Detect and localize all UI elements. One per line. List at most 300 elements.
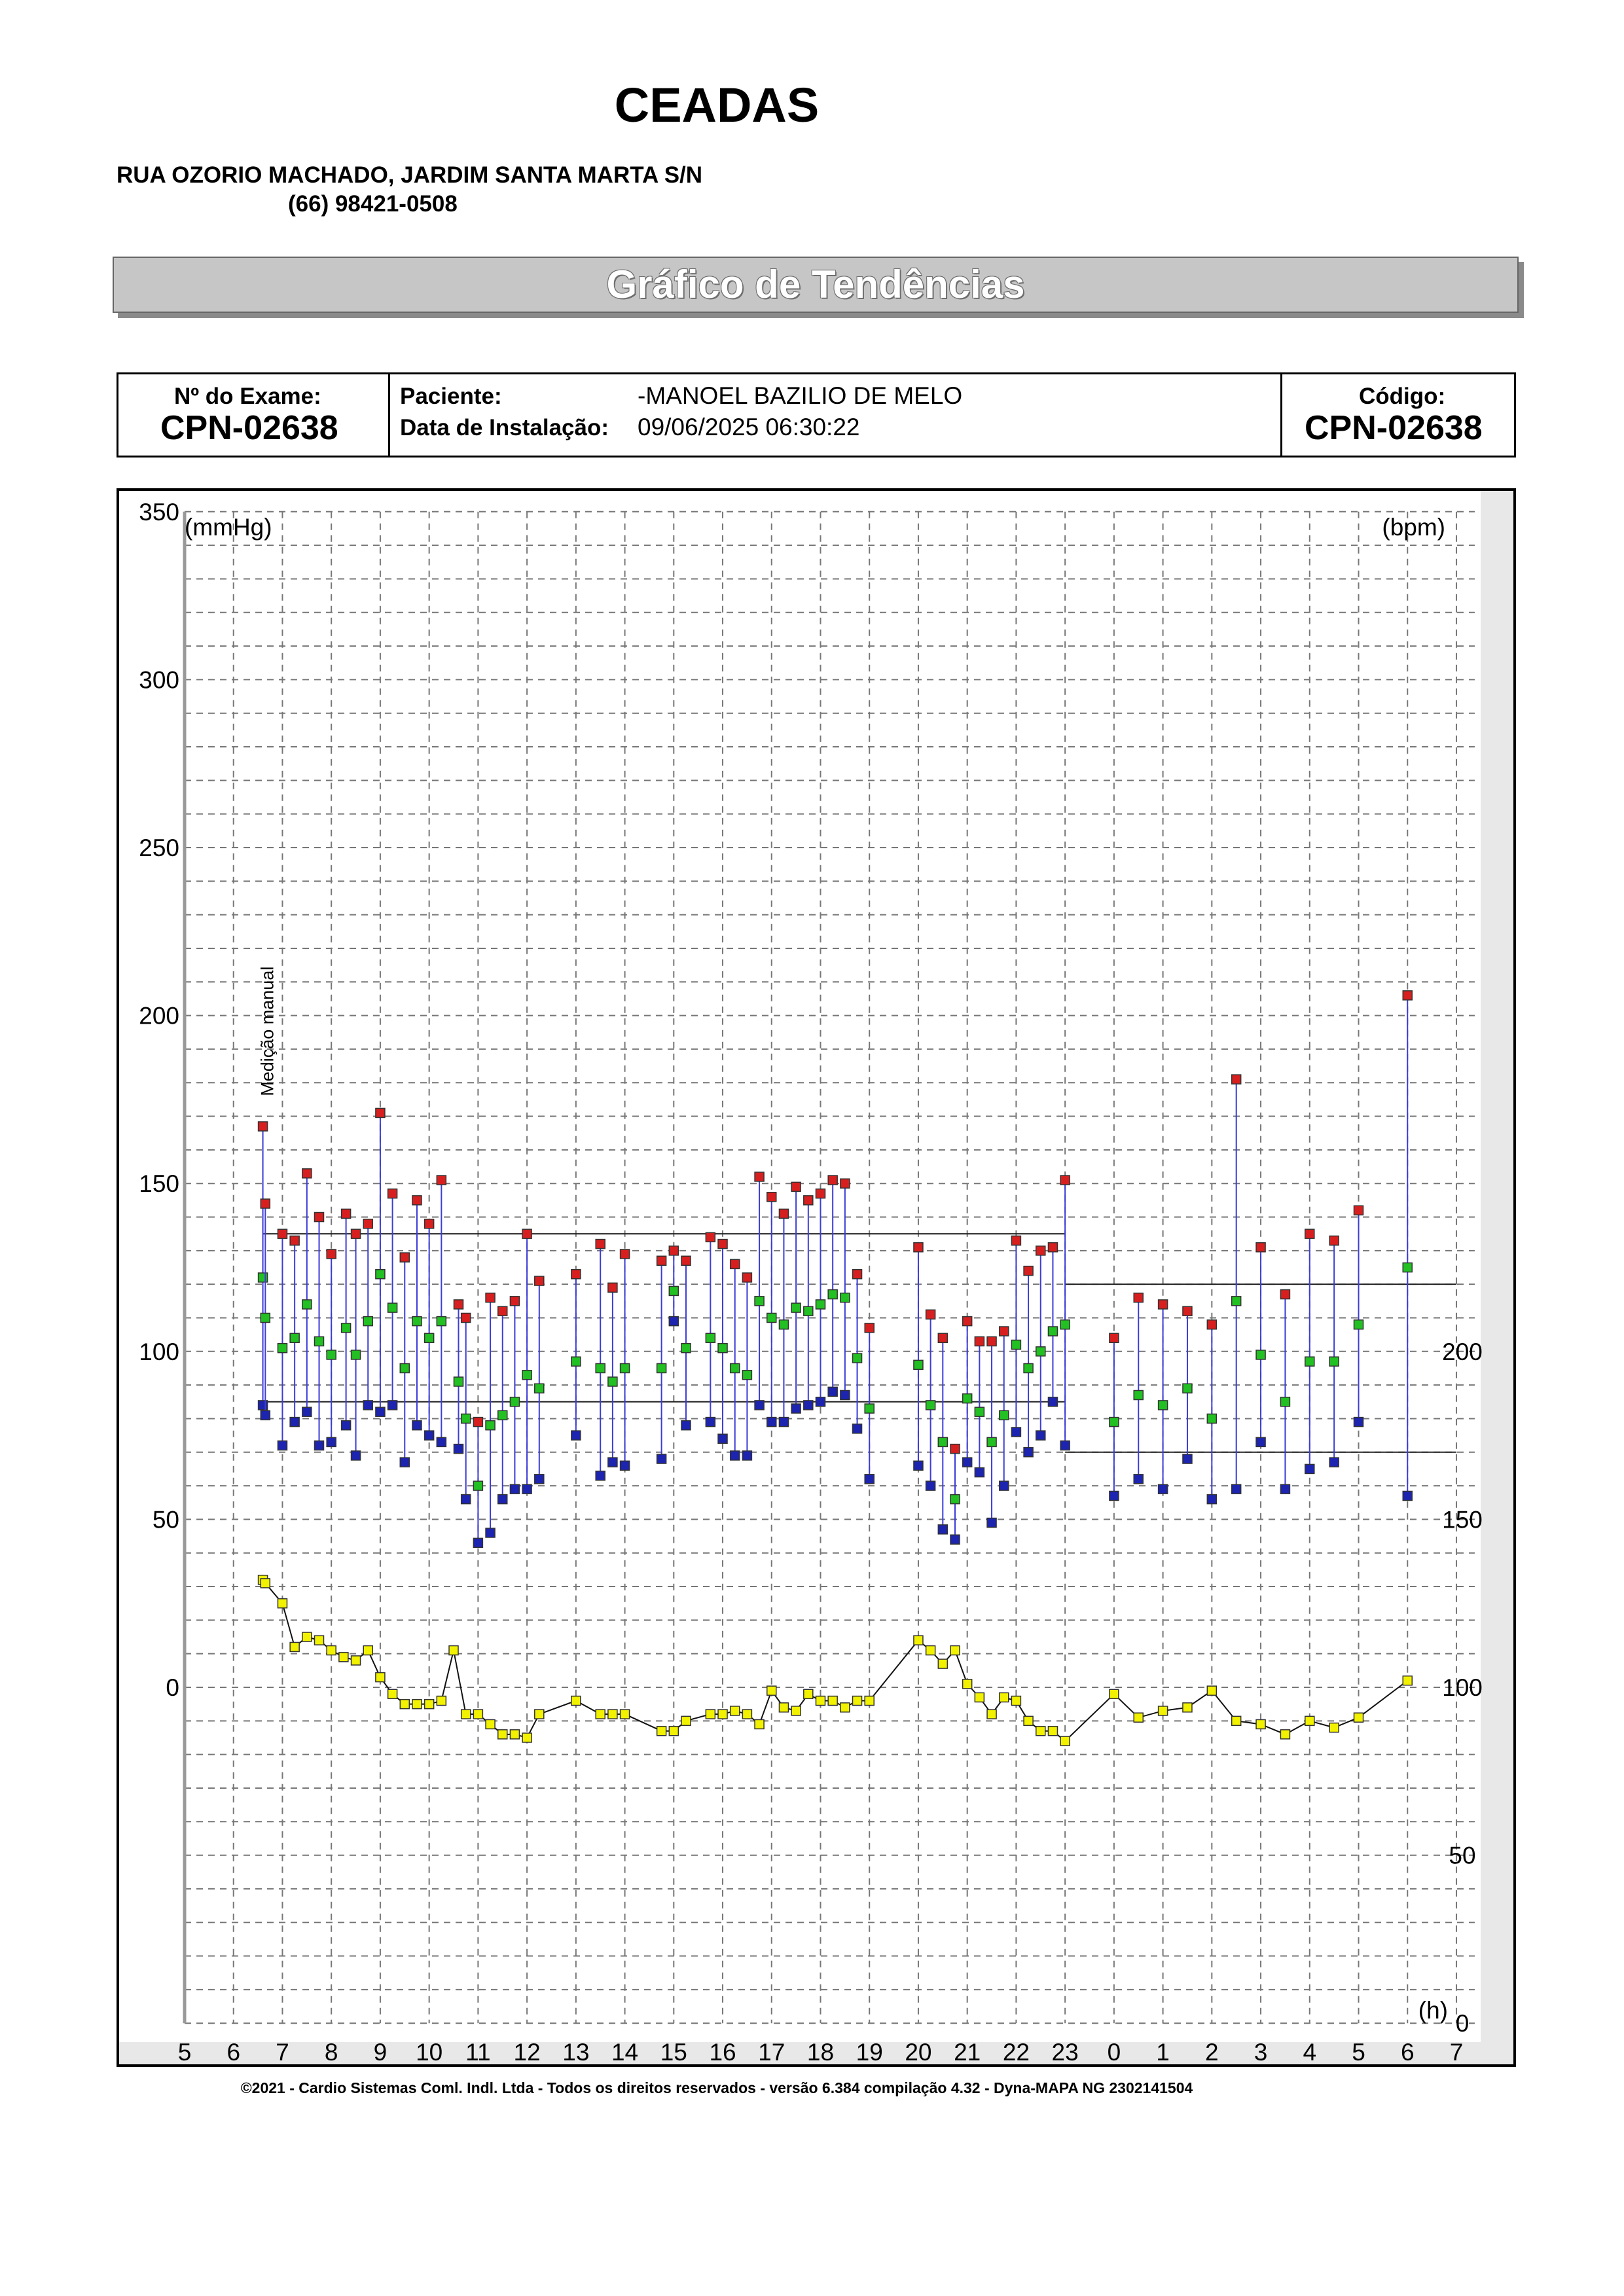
mean-point: [1048, 1327, 1057, 1336]
diastolic-point: [571, 1431, 581, 1440]
diastolic-point: [914, 1461, 923, 1470]
exam-number-label: Nº do Exame:: [174, 384, 321, 409]
mean-point: [1280, 1397, 1290, 1407]
systolic-point: [1060, 1175, 1070, 1185]
heart-rate-point: [1403, 1676, 1412, 1685]
systolic-point: [926, 1310, 935, 1319]
diastolic-point: [681, 1421, 691, 1430]
systolic-point: [473, 1418, 482, 1427]
y-tick-label-left: 50: [152, 1506, 179, 1534]
exam-info-box: [117, 372, 1516, 457]
mean-point: [302, 1300, 312, 1309]
diastolic-point: [791, 1404, 801, 1413]
heart-rate-point: [1011, 1696, 1020, 1706]
diastolic-point: [1256, 1437, 1265, 1446]
systolic-point: [669, 1246, 678, 1255]
mean-point: [1354, 1320, 1363, 1329]
heart-rate-point: [261, 1579, 270, 1588]
heart-rate-point: [767, 1686, 776, 1695]
clinic-name: CEADAS: [614, 78, 820, 132]
mean-point: [1060, 1320, 1070, 1329]
systolic-point: [1110, 1333, 1119, 1342]
systolic-point: [1403, 991, 1412, 1000]
y-tick-label-left: 250: [139, 834, 179, 861]
mean-point: [791, 1303, 801, 1312]
diastolic-point: [278, 1441, 287, 1450]
mean-point: [425, 1333, 434, 1342]
heart-rate-point: [608, 1710, 617, 1719]
heart-rate-point: [1256, 1719, 1265, 1729]
heart-rate-point: [437, 1696, 446, 1706]
diastolic-point: [1403, 1491, 1412, 1500]
heart-rate-point: [1280, 1730, 1290, 1739]
systolic-point: [261, 1199, 270, 1208]
y-axis-right-label: (bpm): [1382, 514, 1445, 541]
install-date-label: Data de Instalação:: [400, 415, 609, 440]
heart-rate-point: [1207, 1686, 1216, 1695]
systolic-point: [342, 1209, 351, 1218]
systolic-point: [865, 1323, 874, 1333]
systolic-point: [828, 1175, 837, 1185]
mean-point: [522, 1371, 532, 1380]
mean-point: [621, 1363, 630, 1372]
heart-rate-point: [1024, 1716, 1033, 1725]
diastolic-point: [1159, 1484, 1168, 1494]
x-tick-label: 17: [758, 2039, 785, 2064]
systolic-point: [461, 1313, 471, 1322]
diastolic-point: [1280, 1484, 1290, 1494]
mean-point: [1329, 1357, 1339, 1366]
systolic-point: [853, 1270, 862, 1279]
diastolic-point: [498, 1495, 507, 1504]
y-tick-label-left: 350: [139, 498, 179, 526]
diastolic-point: [755, 1401, 764, 1410]
heart-rate-point: [718, 1710, 727, 1719]
heart-rate-point: [376, 1673, 385, 1682]
x-tick-label: 7: [1449, 2039, 1464, 2064]
systolic-point: [363, 1219, 372, 1229]
y-tick-label-left: 100: [139, 1338, 179, 1365]
diastolic-point: [1024, 1448, 1033, 1457]
x-axis-label: (h): [1418, 1997, 1448, 2024]
mean-point: [437, 1317, 446, 1326]
diastolic-point: [1110, 1491, 1119, 1500]
systolic-point: [1256, 1243, 1265, 1252]
mean-point: [779, 1320, 788, 1329]
patient-label: Paciente:: [400, 384, 502, 409]
systolic-point: [486, 1293, 495, 1302]
mean-point: [963, 1394, 972, 1403]
diastolic-point: [816, 1397, 825, 1407]
diastolic-point: [1207, 1495, 1216, 1504]
mean-point: [510, 1397, 519, 1407]
mean-point: [412, 1317, 422, 1326]
diastolic-point: [596, 1471, 605, 1480]
systolic-point: [1354, 1206, 1363, 1215]
systolic-point: [376, 1108, 385, 1117]
heart-rate-point: [816, 1696, 825, 1706]
systolic-point: [963, 1317, 972, 1326]
y-tick-label-left: 0: [166, 1674, 179, 1701]
mean-point: [755, 1297, 764, 1306]
systolic-point: [315, 1213, 324, 1222]
diastolic-point: [963, 1458, 972, 1467]
heart-rate-point: [1048, 1727, 1057, 1736]
mean-point: [1000, 1410, 1009, 1420]
x-tick-label: 8: [324, 2039, 338, 2064]
systolic-point: [767, 1193, 776, 1202]
heart-rate-point: [731, 1706, 740, 1715]
diastolic-point: [621, 1461, 630, 1470]
heart-rate-point: [657, 1727, 666, 1736]
heart-rate-point: [339, 1653, 348, 1662]
x-tick-label: 7: [276, 2039, 289, 2064]
mean-point: [400, 1363, 409, 1372]
heart-rate-point: [1110, 1689, 1119, 1698]
systolic-point: [742, 1273, 751, 1282]
diastolic-point: [315, 1441, 324, 1450]
heart-rate-point: [779, 1703, 788, 1712]
diastolic-point: [926, 1481, 935, 1490]
x-tick-label: 3: [1254, 2039, 1268, 2064]
x-tick-label: 11: [465, 2039, 491, 2064]
heart-rate-point: [1134, 1713, 1143, 1722]
systolic-point: [1134, 1293, 1143, 1302]
x-tick-label: 21: [954, 2039, 981, 2064]
systolic-point: [840, 1179, 850, 1188]
diastolic-point: [1232, 1484, 1241, 1494]
x-tick-label: 5: [177, 2039, 192, 2064]
mean-point: [1256, 1350, 1265, 1359]
mean-point: [352, 1350, 361, 1359]
heart-rate-point: [449, 1646, 458, 1655]
x-tick-label: 10: [416, 2039, 443, 2064]
mean-point: [938, 1437, 947, 1446]
heart-rate-point: [987, 1710, 996, 1719]
x-tick-label: 13: [562, 2039, 590, 2064]
systolic-point: [1036, 1246, 1045, 1255]
diastolic-point: [669, 1317, 678, 1326]
x-tick-label: 20: [905, 2039, 932, 2064]
diastolic-point: [352, 1451, 361, 1460]
mean-point: [681, 1344, 691, 1353]
x-tick-label: 0: [1107, 2039, 1121, 2064]
heart-rate-point: [388, 1689, 397, 1698]
mean-point: [804, 1306, 813, 1316]
mean-point: [571, 1357, 581, 1366]
heart-rate-point: [1036, 1727, 1045, 1736]
mean-point: [1232, 1297, 1241, 1306]
exam-number-value: CPN-02638: [160, 409, 338, 447]
banner-title: Gráfico de Tendências: [606, 262, 1025, 306]
diastolic-point: [376, 1407, 385, 1416]
heart-rate-point: [535, 1710, 544, 1719]
mean-point: [454, 1377, 463, 1386]
systolic-point: [1024, 1266, 1033, 1276]
mean-point: [718, 1344, 727, 1353]
heart-rate-point: [914, 1636, 923, 1645]
diastolic-point: [437, 1437, 446, 1446]
diastolic-point: [400, 1458, 409, 1467]
x-tick-label: 19: [856, 2039, 883, 2064]
y-tick-label-left: 200: [139, 1002, 179, 1030]
heart-rate-point: [510, 1730, 519, 1739]
mean-point: [363, 1317, 372, 1326]
heart-rate-point: [669, 1727, 678, 1736]
heart-rate-point: [352, 1656, 361, 1665]
mean-point: [596, 1363, 605, 1372]
diastolic-point: [828, 1387, 837, 1396]
diastolic-point: [779, 1418, 788, 1427]
y-tick-label-right: 200: [1442, 1338, 1483, 1365]
diastolic-point: [804, 1401, 813, 1410]
heart-rate-point: [706, 1710, 715, 1719]
diastolic-point: [1011, 1427, 1020, 1437]
mean-point: [926, 1401, 935, 1410]
mean-point: [669, 1286, 678, 1295]
heart-rate-point: [461, 1710, 471, 1719]
heart-rate-point: [1183, 1703, 1192, 1712]
systolic-point: [400, 1253, 409, 1262]
diastolic-point: [1305, 1464, 1314, 1473]
diastolic-point: [865, 1475, 874, 1484]
heart-rate-point: [938, 1659, 947, 1668]
info-separator: [1280, 374, 1282, 456]
heart-rate-point: [327, 1646, 336, 1655]
diastolic-point: [454, 1444, 463, 1454]
heart-rate-point: [425, 1700, 434, 1709]
systolic-point: [621, 1249, 630, 1259]
systolic-point: [1000, 1327, 1009, 1336]
diastolic-point: [718, 1434, 727, 1443]
mean-point: [1403, 1263, 1412, 1272]
diastolic-point: [342, 1421, 351, 1430]
systolic-point: [608, 1283, 617, 1292]
diastolic-point: [767, 1418, 776, 1427]
systolic-point: [437, 1175, 446, 1185]
systolic-point: [510, 1297, 519, 1306]
mean-point: [731, 1363, 740, 1372]
heart-rate-point: [681, 1716, 691, 1725]
mean-point: [535, 1384, 544, 1393]
diastolic-point: [1060, 1441, 1070, 1450]
report-banner: [113, 257, 1519, 313]
heart-rate-point: [865, 1696, 874, 1706]
x-tick-label: 5: [1352, 2039, 1365, 2064]
x-tick-label: 14: [611, 2039, 639, 2064]
mean-point: [1011, 1340, 1020, 1350]
mean-point: [342, 1323, 351, 1333]
systolic-point: [1329, 1236, 1339, 1245]
diastolic-point: [938, 1525, 947, 1534]
heart-rate-point: [473, 1710, 482, 1719]
systolic-point: [914, 1243, 923, 1252]
diastolic-point: [363, 1401, 372, 1410]
systolic-point: [535, 1276, 544, 1285]
heart-rate-point: [1159, 1706, 1168, 1715]
systolic-point: [290, 1236, 299, 1245]
x-tick-label: 6: [226, 2039, 241, 2064]
x-tick-label: 12: [513, 2039, 541, 2064]
mean-point: [327, 1350, 336, 1359]
mean-point: [1036, 1347, 1045, 1356]
diastolic-point: [657, 1454, 666, 1463]
diastolic-point: [1000, 1481, 1009, 1490]
mean-point: [388, 1303, 397, 1312]
diastolic-point: [706, 1418, 715, 1427]
mean-point: [657, 1363, 666, 1372]
diastolic-point: [950, 1535, 960, 1544]
systolic-point: [681, 1256, 691, 1265]
diastolic-point: [1134, 1475, 1143, 1484]
mean-point: [1134, 1391, 1143, 1400]
systolic-point: [1011, 1236, 1020, 1245]
x-tick-label: 4: [1303, 2039, 1317, 2064]
heart-rate-point: [1060, 1736, 1070, 1746]
heart-rate-point: [963, 1679, 972, 1689]
mean-point: [498, 1410, 507, 1420]
systolic-point: [1159, 1300, 1168, 1309]
diastolic-point: [259, 1401, 268, 1410]
y-tick-label-left: 300: [139, 666, 179, 694]
diastolic-point: [840, 1391, 850, 1400]
diastolic-point: [608, 1458, 617, 1467]
systolic-point: [1305, 1229, 1314, 1238]
mean-point: [1024, 1363, 1033, 1372]
diastolic-point: [987, 1518, 996, 1528]
code-label: Código:: [1359, 384, 1446, 409]
heart-rate-point: [742, 1710, 751, 1719]
systolic-point: [938, 1333, 947, 1342]
heart-rate-point: [926, 1646, 935, 1655]
diastolic-point: [327, 1437, 336, 1446]
heart-rate-point: [804, 1689, 813, 1698]
diastolic-point: [302, 1407, 312, 1416]
heart-rate-point: [950, 1646, 960, 1655]
heart-rate-point: [828, 1696, 837, 1706]
diastolic-point: [975, 1468, 984, 1477]
systolic-point: [1207, 1320, 1216, 1329]
diastolic-point: [425, 1431, 434, 1440]
heart-rate-point: [290, 1642, 299, 1651]
systolic-point: [987, 1336, 996, 1346]
diastolic-point: [1036, 1431, 1045, 1440]
mean-point: [914, 1360, 923, 1369]
systolic-point: [571, 1270, 581, 1279]
systolic-point: [731, 1259, 740, 1268]
systolic-point: [804, 1196, 813, 1205]
systolic-point: [706, 1232, 715, 1242]
heart-rate-point: [571, 1696, 581, 1706]
heart-rate-point: [840, 1703, 850, 1712]
heart-rate-point: [278, 1599, 287, 1608]
diastolic-point: [742, 1451, 751, 1460]
x-tick-label: 15: [660, 2039, 687, 2064]
systolic-point: [816, 1189, 825, 1198]
mean-point: [376, 1270, 385, 1279]
heart-rate-point: [412, 1700, 422, 1709]
systolic-point: [278, 1229, 287, 1238]
systolic-point: [259, 1122, 268, 1131]
heart-rate-point: [1305, 1716, 1314, 1725]
diastolic-point: [412, 1421, 422, 1430]
mean-point: [290, 1333, 299, 1342]
systolic-point: [498, 1306, 507, 1316]
heart-rate-point: [621, 1710, 630, 1719]
mean-point: [853, 1354, 862, 1363]
heart-rate-point: [791, 1706, 801, 1715]
heart-rate-point: [1329, 1723, 1339, 1732]
mean-point: [840, 1293, 850, 1302]
diastolic-point: [535, 1475, 544, 1484]
diastolic-point: [1183, 1454, 1192, 1463]
heart-rate-point: [302, 1632, 312, 1641]
clinic-address: RUA OZORIO MACHADO, JARDIM SANTA MARTA S/N: [117, 162, 703, 188]
y-tick-label-right: 150: [1442, 1506, 1483, 1534]
diastolic-point: [290, 1418, 299, 1427]
systolic-point: [950, 1444, 960, 1454]
heart-rate-point: [755, 1719, 764, 1729]
heart-rate-point: [1000, 1693, 1009, 1702]
mean-point: [261, 1313, 270, 1322]
systolic-point: [352, 1229, 361, 1238]
systolic-point: [388, 1189, 397, 1198]
mean-point: [767, 1313, 776, 1322]
systolic-point: [657, 1256, 666, 1265]
y-tick-label-right: 100: [1442, 1674, 1483, 1701]
mean-point: [473, 1481, 482, 1490]
mean-point: [975, 1407, 984, 1416]
mean-point: [1305, 1357, 1314, 1366]
x-tick-label: 2: [1205, 2039, 1219, 2064]
systolic-point: [454, 1300, 463, 1309]
x-tick-label: 18: [806, 2039, 835, 2064]
mean-point: [461, 1414, 471, 1423]
systolic-point: [779, 1209, 788, 1218]
x-tick-label: 6: [1400, 2039, 1415, 2064]
heart-rate-point: [486, 1719, 495, 1729]
systolic-point: [425, 1219, 434, 1229]
mean-point: [278, 1344, 287, 1353]
diastolic-point: [522, 1484, 532, 1494]
diastolic-point: [510, 1484, 519, 1494]
systolic-point: [975, 1336, 984, 1346]
mean-point: [1110, 1418, 1119, 1427]
x-tick-label: 9: [373, 2039, 388, 2064]
heart-rate-point: [400, 1700, 409, 1709]
diastolic-point: [1048, 1397, 1057, 1407]
diastolic-point: [731, 1451, 740, 1460]
y-axis-left-label: (mmHg): [185, 514, 272, 541]
diastolic-point: [461, 1495, 471, 1504]
patient-name: -MANOEL BAZILIO DE MELO: [638, 382, 963, 409]
diastolic-point: [261, 1410, 270, 1420]
heart-rate-point: [975, 1693, 984, 1702]
systolic-point: [412, 1196, 422, 1205]
mean-point: [486, 1421, 495, 1430]
heart-rate-point: [363, 1646, 372, 1655]
systolic-point: [1232, 1075, 1241, 1084]
heart-rate-point: [1354, 1713, 1363, 1722]
mean-point: [742, 1371, 751, 1380]
info-separator: [388, 374, 390, 456]
systolic-point: [522, 1229, 532, 1238]
diastolic-point: [1354, 1418, 1363, 1427]
mean-point: [816, 1300, 825, 1309]
mean-point: [259, 1273, 268, 1282]
heart-rate-point: [853, 1696, 862, 1706]
mean-point: [987, 1437, 996, 1446]
